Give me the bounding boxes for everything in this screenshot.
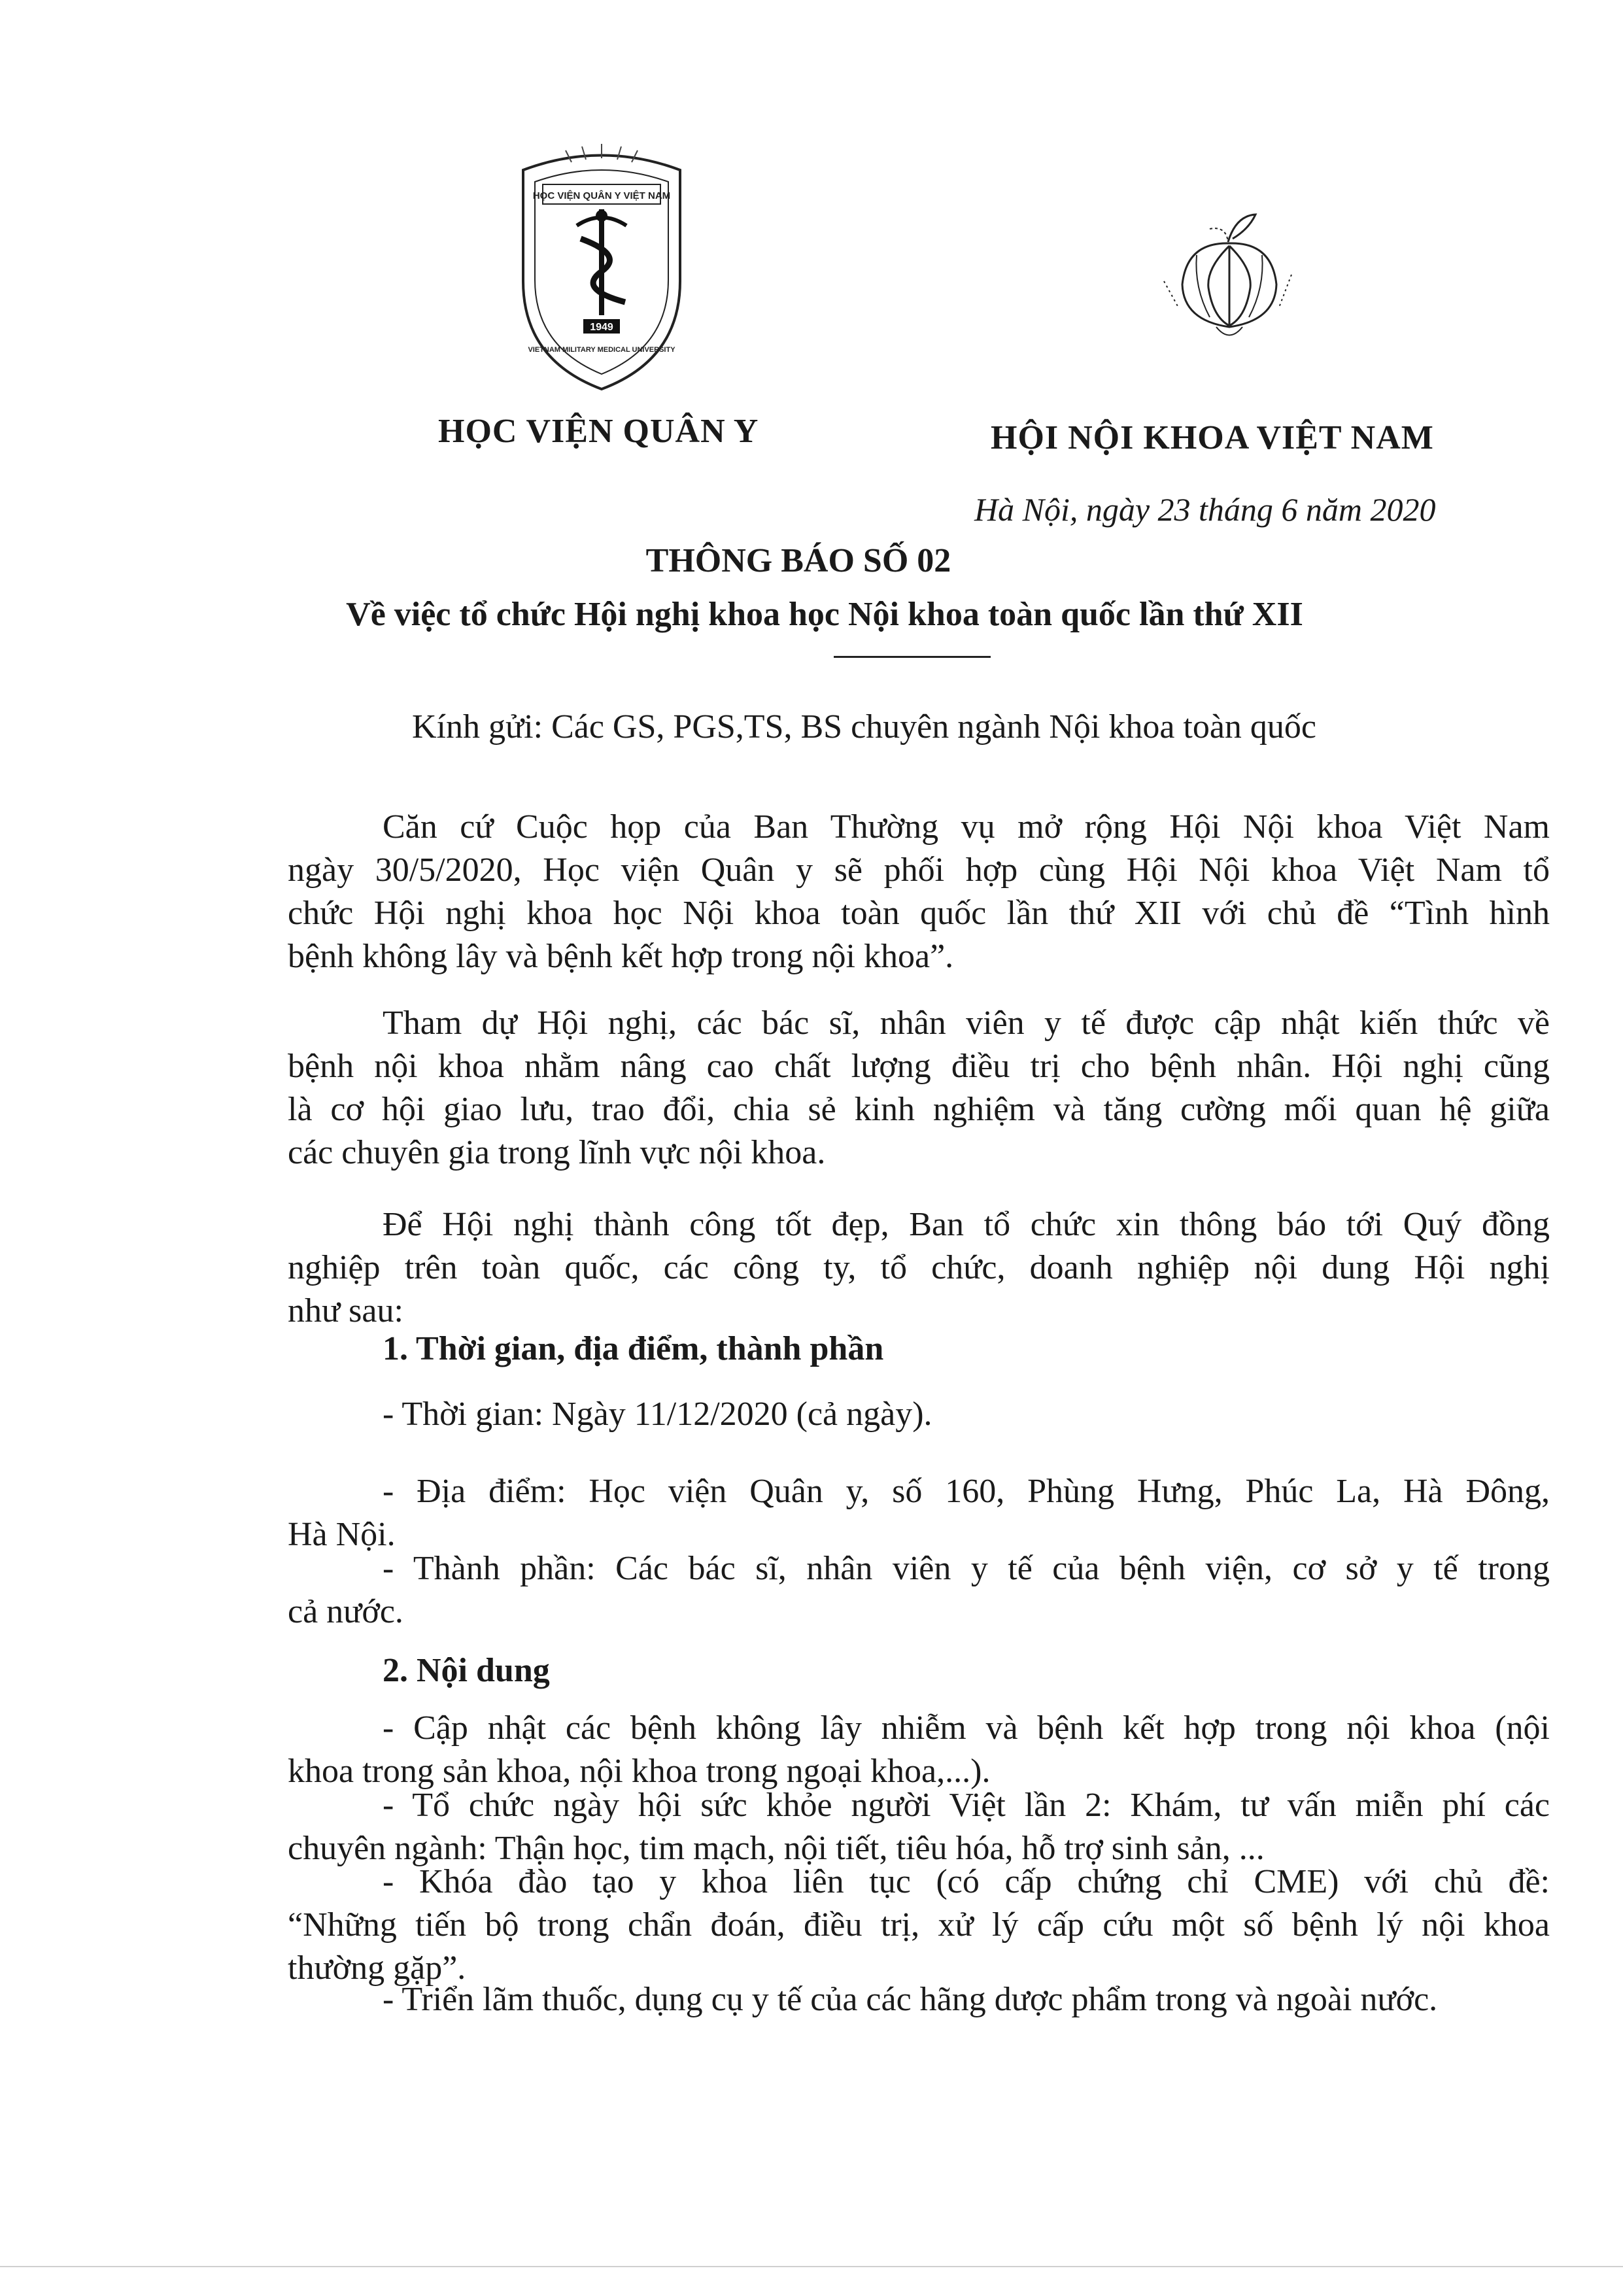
list-item-time bbox=[288, 1393, 1550, 1436]
seal-year: 1949 bbox=[590, 322, 613, 333]
paragraph-line: ngày 30/5/2020, Học viện Quân y sẽ phối hợp cùng Hội Nội khoa Việt Nam tổ bbox=[288, 851, 1550, 889]
list-item-line: chuyên ngành: Thận học, tim mạch, nội tiết, tiêu hóa, hỗ trợ sinh sản, ... bbox=[288, 1830, 1265, 1867]
list-item-line: - Tổ chức ngày hội sức khỏe người Việt lần 2: Khám, tư vấn miễn phí các bbox=[383, 1787, 1550, 1824]
notice-subject: Về việc tổ chức Hội nghị khoa học Nội khoa toàn quốc lần thứ XII bbox=[346, 596, 1303, 633]
list-item-line: - Khóa đào tạo y khoa liên tục (có cấp chứng chỉ CME) với chủ đề: bbox=[383, 1863, 1550, 1900]
section-heading-content: 2. Nội dung bbox=[383, 1652, 550, 1689]
paragraph-line: Để Hội nghị thành công tốt đẹp, Ban tổ chức xin thông báo tới Quý đồng bbox=[383, 1206, 1550, 1243]
paragraph-line: nghiệp trên toàn quốc, các công ty, tổ chức, doanh nghiệp nội dung Hội nghị bbox=[288, 1249, 1550, 1286]
list-item-line: - Địa điểm: Học viện Quân y, số 160, Phùng Hưng, Phúc La, Hà Đông, bbox=[383, 1473, 1550, 1510]
list-item-line: khoa trong sản khoa, nội khoa trong ngoại khoa,...). bbox=[288, 1753, 991, 1790]
paragraph-line: như sau: bbox=[288, 1292, 403, 1329]
list-item-line: - Triển lãm thuốc, dụng cụ y tế của các hãng dược phẩm trong và ngoài nước. bbox=[383, 1981, 1438, 2018]
list-item-line: “Những tiến bộ trong chẩn đoán, điều trị, xử lý cấp cứu một số bệnh lý nội khoa bbox=[288, 1906, 1550, 1944]
list-item-line: Hà Nội. bbox=[288, 1516, 396, 1553]
right-organization-name: HỘI NỘI KHOA VIỆT NAM bbox=[991, 419, 1434, 456]
list-item-line: cả nước. bbox=[288, 1593, 403, 1630]
paragraph-basis bbox=[288, 806, 1550, 978]
paragraph-announcement bbox=[288, 1203, 1550, 1333]
list-item-exhibition bbox=[288, 1978, 1550, 2021]
list-item-health-day bbox=[288, 1784, 1550, 1870]
seal-ring-text: VIETNAM MILITARY MEDICAL UNIVERSITY bbox=[528, 346, 675, 354]
list-item-line: - Thành phần: Các bác sĩ, nhân viên y tế của bệnh viện, cơ sở y tế trong bbox=[383, 1550, 1550, 1587]
list-item-update bbox=[288, 1707, 1550, 1793]
paragraph-line: là cơ hội giao lưu, trao đổi, chia sẻ kinh nghiệm và tăng cường mối quan hệ giữa bbox=[288, 1091, 1550, 1128]
section-heading-time-place: 1. Thời gian, địa điểm, thành phần bbox=[383, 1330, 884, 1367]
notice-title: THÔNG BÁO SỐ 02 bbox=[645, 542, 951, 579]
paragraph-line: Tham dự Hội nghị, các bác sĩ, nhân viên y tế được cập nhật kiến thức về bbox=[383, 1004, 1550, 1042]
paragraph-line: Căn cứ Cuộc họp của Ban Thường vụ mở rộng Hội Nội khoa Việt Nam bbox=[383, 808, 1550, 846]
list-item-location bbox=[288, 1470, 1550, 1556]
page-bottom-rule bbox=[0, 2266, 1623, 2267]
seal-top-text: HỌC VIỆN QUÂN Y VIỆT NAM bbox=[532, 190, 671, 201]
date-line: Hà Nội, ngày 23 tháng 6 năm 2020 bbox=[974, 491, 1436, 528]
list-item-participants bbox=[288, 1547, 1550, 1634]
list-item-line: - Cập nhật các bệnh không lây nhiễm và bệnh kết hợp trong nội khoa (nội bbox=[383, 1709, 1550, 1747]
paragraph-purpose bbox=[288, 1002, 1550, 1174]
vietnam-internal-medicine-association-logo-icon bbox=[1151, 209, 1308, 347]
military-medical-academy-seal-icon bbox=[504, 144, 700, 392]
paragraph-line: chức Hội nghị khoa học Nội khoa toàn quốc lần thứ XII với chủ đề “Tình hình bbox=[288, 895, 1550, 932]
recipient-line: Kính gửi: Các GS, PGS,TS, BS chuyên ngành Nội khoa toàn quốc bbox=[412, 708, 1317, 745]
paragraph-line: các chuyên gia trong lĩnh vực nội khoa. bbox=[288, 1134, 826, 1171]
list-item-line: - Thời gian: Ngày 11/12/2020 (cả ngày). bbox=[383, 1396, 932, 1433]
list-item-cme-course bbox=[288, 1860, 1550, 1990]
left-organization-name: HỌC VIỆN QUÂN Y bbox=[438, 413, 759, 450]
paragraph-line: bệnh không lây và bệnh kết hợp trong nội khoa”. bbox=[288, 938, 954, 975]
list-item-line: thường gặp”. bbox=[288, 1949, 466, 1987]
paragraph-line: bệnh nội khoa nhằm nâng cao chất lượng điều trị cho bệnh nhân. Hội nghị cũng bbox=[288, 1048, 1550, 1085]
title-underline bbox=[834, 656, 991, 658]
